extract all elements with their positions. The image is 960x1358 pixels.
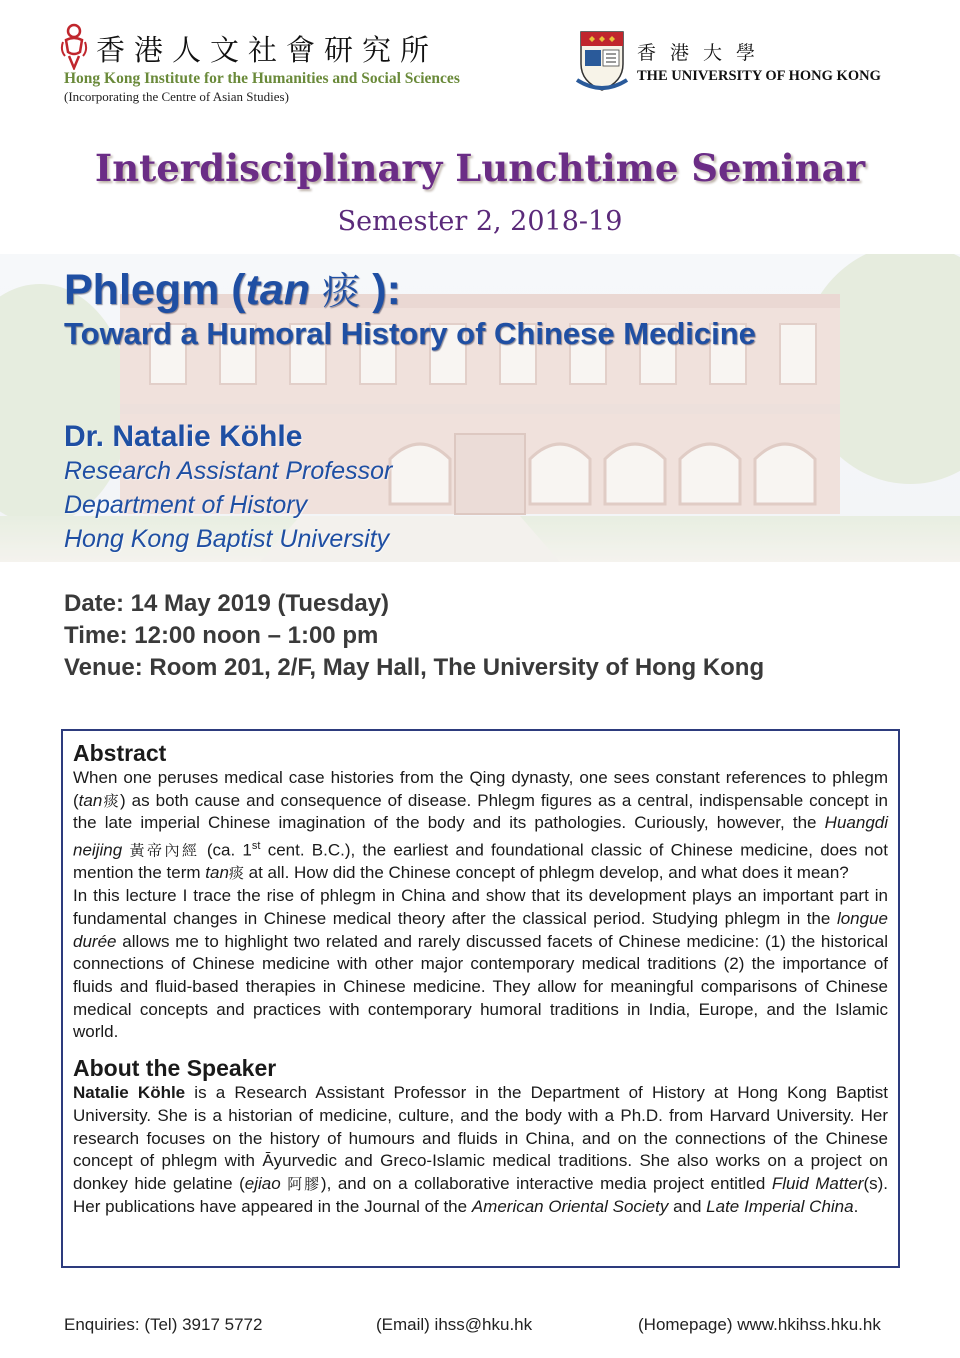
footer-homepage[interactable]: (Homepage) www.hkihss.hku.hk [638,1315,881,1334]
event-date: Date: 14 May 2019 (Tuesday) [64,590,390,617]
abstract-paragraph-1: When one peruses medical case histories from the Qing dynasty, one sees constant references to phlegm (tan痰) as both cause and consequence of disease. Phlegm figures as a central, indispensable concept in the late imperial Chinese imagination of the body and its pathologies. Curiously, however, the Huangdi neijing 黃帝內經 (ca. 1st cent. B.C.), the earliest and foundational classic of Chinese medicine, does not mention the term tan痰 at all. How did the Chinese concept of phlegm develop, and what does it mean? [73,768,888,883]
university-name-cn: 香港大學 [637,42,770,64]
footer-tel: Enquiries: (Tel) 3917 5772 [64,1315,263,1334]
abstract-box [61,729,900,1268]
speaker-name: Dr. Natalie Köhle [64,420,303,453]
institute-subtitle: (Incorporating the Centre of Asian Studies) [64,89,289,104]
footer-enquiries [64,1315,904,1341]
event-time: Time: 12:00 noon – 1:00 pm [64,622,379,649]
hku-logo [575,30,905,98]
event-venue: Venue: Room 201, 2/F, May Hall, The University of Hong Kong [64,654,765,681]
speaker-institution: Hong Kong Baptist University [64,525,390,553]
university-name-en: THE UNIVERSITY OF HONG KONG [637,68,881,84]
speaker-block [64,420,392,556]
abstract-paragraph-2: In this lecture I trace the rise of phlegm in China and show that its development plays an important part in fundamental changes in Chinese medical theory after the classical period. Studying phlegm in the longue durée allows me to highlight two related and rarely discussed facets of Chinese medicine: (1) the historical connections of Chinese medicine with other major contemporary medical traditions (2) the importance of fluids and fluid-based therapies in Chinese medicine. They allow for meaningful comparisons of Chinese medical concepts and practices with contemporary humoral traditions in India, Europe, and the Islamic world. [73,886,888,1042]
institute-name-cn: 香港人文社會研究所 [96,33,439,67]
talk-title-line1: Phlegm (tan 痰 ): [64,266,401,314]
about-speaker-name: Natalie Köhle [73,1083,186,1103]
talk-title-term: tan [245,266,311,314]
footer-email[interactable]: (Email) ihss@hku.hk [376,1315,533,1334]
about-paragraph: Natalie Köhle is a Research Assistant Professor in the Department of History at Hong Kong Baptist University. She is a historian of medicine, culture, and the body with a Ph.D. from Harvard University. Her research focuses on the history of humours and fluids in China, and on the connections of the Chinese concept of phlegm with Āyurvedic and Greco-Islamic medical traditions. She also works on a project on donkey hide gelatine (ejiao 阿膠), and on a collaborative interactive media project entitled Fluid Matter(s). Her publications have appeared in the Journal of the American Oriental Society and Late Imperial China. [73,1083,888,1216]
semester: Semester 2, 2018-19 [337,206,623,237]
hkihss-logo [60,22,520,106]
talk-subtitle: Toward a Humoral History of Chinese Medicine [64,316,756,351]
hkihss-emblem-icon [60,22,88,70]
speaker-department: Department of History [64,491,308,519]
series-title: Interdisciplinary Lunchtime Seminar [94,146,866,190]
talk-title [64,266,756,353]
abstract-heading: Abstract [73,740,167,766]
about-heading: About the Speaker [73,1055,277,1082]
speaker-position: Research Assistant Professor [64,457,393,485]
talk-title-cjk: 痰 [310,269,373,313]
event-details [64,588,764,684]
institute-name-en: Hong Kong Institute for the Humanities and Social Sciences [64,70,460,87]
hku-crest-icon [575,30,629,94]
